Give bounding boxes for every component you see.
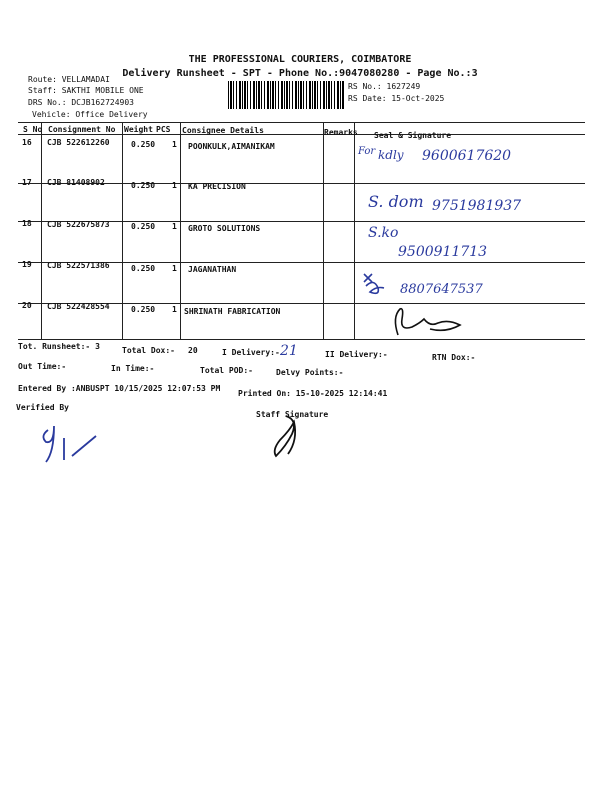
total-dox-label: Total Dox:- bbox=[122, 346, 175, 355]
row-16-consignment: CJB 522612260 bbox=[47, 138, 110, 147]
tot-runsheet: Tot. Runsheet:- 3 bbox=[18, 342, 100, 351]
row-18-phone: 9500911713 bbox=[398, 244, 488, 260]
row-18-consignee: GROTO SOLUTIONS bbox=[188, 224, 261, 233]
row-18-consignment: CJB 522675873 bbox=[47, 220, 110, 229]
i-delivery-handwritten: 21 bbox=[280, 343, 298, 359]
row-16-note-prefix: For bbox=[358, 146, 376, 157]
col-sno: S No bbox=[23, 125, 43, 134]
row-17-note-sign: S. dom bbox=[368, 192, 424, 211]
row-18-pcs: 1 bbox=[172, 222, 177, 231]
col-consignment: Consignment No bbox=[48, 125, 116, 134]
row-18-weight: 0.250 bbox=[131, 222, 156, 231]
rtn-dox: RTN Dox:- bbox=[432, 353, 476, 362]
row-17-weight: 0.250 bbox=[131, 181, 156, 190]
row-17-consignment: CJB 81408902 bbox=[47, 178, 105, 187]
row-17-pcs: 1 bbox=[172, 181, 177, 190]
staff-signature-label: Staff Signature bbox=[256, 410, 329, 419]
row-20-consignment: CJB 522428554 bbox=[47, 302, 110, 311]
row-19-weight: 0.250 bbox=[131, 264, 156, 273]
in-time: In Time:- bbox=[111, 364, 155, 373]
col-weight: Weight bbox=[124, 125, 153, 134]
col-remarks: Remarks bbox=[324, 128, 358, 137]
barcode bbox=[228, 81, 345, 109]
row-16-sno: 16 bbox=[22, 138, 32, 147]
row-16-pcs: 1 bbox=[172, 140, 177, 149]
route: Route: VELLAMADAI bbox=[28, 75, 110, 84]
printed-on: Printed On: 15-10-2025 12:14:41 bbox=[238, 389, 388, 398]
staff-signature-icon bbox=[268, 410, 318, 460]
row-20-consignee: SHRINATH FABRICATION bbox=[184, 307, 281, 316]
row-16-phone: 9600617620 bbox=[422, 148, 512, 164]
row-17-consignee: KA PRECISION bbox=[188, 182, 246, 191]
row-18-sno: 18 bbox=[22, 219, 32, 228]
total-dox-value: 20 bbox=[188, 346, 198, 355]
entered-by: Entered By :ANBUSPT 10/15/2025 12:07:53 PM bbox=[18, 384, 221, 393]
row-16-weight: 0.250 bbox=[131, 140, 156, 149]
verified-signature-icon bbox=[36, 416, 106, 466]
row-17-sno: 17 bbox=[22, 178, 32, 187]
out-time: Out Time:- bbox=[18, 362, 67, 371]
company-name: THE PROFESSIONAL COURIERS, COIMBATORE bbox=[188, 54, 412, 65]
col-consignee: Consignee Details bbox=[182, 126, 264, 135]
staff: Staff: SAKTHI MOBILE ONE bbox=[28, 86, 144, 95]
row-19-phone: 8807647537 bbox=[400, 282, 483, 297]
row-20-pcs: 1 bbox=[172, 305, 177, 314]
row-18-note-sign: S.ko bbox=[368, 225, 399, 241]
row-19-consignee: JAGANATHAN bbox=[188, 265, 237, 274]
row-19-consignment: CJB 522571386 bbox=[47, 261, 110, 270]
total-pod: Total POD:- bbox=[200, 366, 253, 375]
ii-delivery: II Delivery:- bbox=[325, 350, 388, 359]
row-19-sno: 19 bbox=[22, 260, 32, 269]
col-seal: Seal & Signature bbox=[374, 131, 452, 140]
row-16-consignee: POONKULK,AIMANIKAM bbox=[188, 142, 275, 151]
row-16-note-sign: kdly bbox=[378, 148, 404, 162]
row-17-phone: 9751981937 bbox=[432, 198, 522, 214]
verified-by: Verified By bbox=[16, 403, 69, 412]
vehicle: Vehicle: Office Delivery bbox=[32, 110, 148, 119]
row-20-weight: 0.250 bbox=[131, 305, 156, 314]
rs-number: RS No.: 1627249 bbox=[348, 82, 421, 91]
row-19-signature-icon bbox=[360, 270, 390, 300]
row-20-sno: 20 bbox=[22, 301, 32, 310]
col-pcs: PCS bbox=[156, 125, 171, 134]
row-20-signature-icon bbox=[390, 305, 470, 339]
delvy-points: Delvy Points:- bbox=[276, 368, 344, 377]
i-delivery: I Delivery:- bbox=[222, 348, 280, 357]
rs-date: RS Date: 15-Oct-2025 bbox=[348, 94, 445, 103]
runsheet-subtitle: Delivery Runsheet - SPT - Phone No.:9047080280 - Page No.:3 bbox=[122, 68, 478, 79]
drs-number: DRS No.: DCJB162724903 bbox=[28, 98, 134, 107]
row-19-pcs: 1 bbox=[172, 264, 177, 273]
